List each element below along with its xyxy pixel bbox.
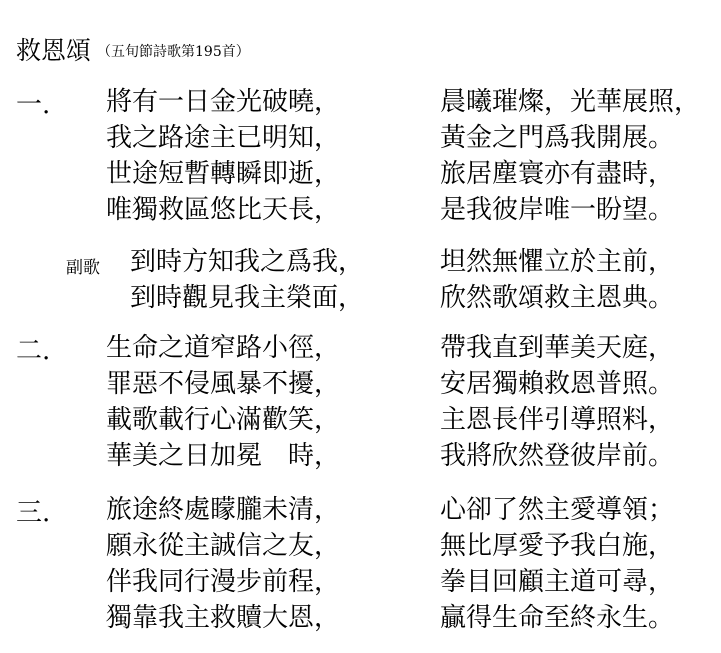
verse-1-line-1-left: 將有一日金光破曉， <box>106 87 341 117</box>
verse-2-line-1-left: 生命之道窄路小徑， <box>106 333 341 363</box>
chorus-line-2-right: 欣然歌頌救主恩典。 <box>440 283 675 313</box>
title-text: 救恩頌 <box>16 36 92 65</box>
verse-2-line-2-right: 安居獨賴救恩普照。 <box>440 369 675 399</box>
verse-2-line-4-left: 華美之日加冕 時， <box>106 441 341 471</box>
verse-2-line-1-right: 帶我直到華美天庭， <box>440 333 675 363</box>
verse-1-line-4-right: 是我彼岸唯一盼望。 <box>440 195 675 225</box>
verse-3-line-1-right: 心卻了然主愛導領； <box>440 495 675 525</box>
verse-1-line-1-right: 晨曦璀燦，光華展照， <box>440 87 701 117</box>
verse-3-line-3-right: 拳目回顧主道可尋， <box>440 567 675 597</box>
verse-3-line-4-left: 獨靠我主救贖大恩， <box>106 603 341 633</box>
verse-number-1: 一. <box>16 90 51 120</box>
verse-3-line-3-left: 伴我同行漫步前程， <box>106 567 341 597</box>
verse-2-line-3-left: 載歌載行心滿歡笑， <box>106 405 341 435</box>
verse-number-2: 二. <box>16 336 51 366</box>
chorus-label: 副歌 <box>66 258 100 278</box>
hymn-title <box>16 34 250 69</box>
verse-1-line-2-left: 我之路途主已明知， <box>106 123 341 153</box>
verse-1-line-2-right: 黃金之門爲我開展。 <box>440 123 675 153</box>
verse-1-line-4-left: 唯獨救區悠比天長， <box>106 195 341 225</box>
verse-number-3: 三. <box>16 498 51 528</box>
verse-1-line-3-right: 旅居塵寰亦有盡時， <box>440 159 675 189</box>
verse-2-line-2-left: 罪惡不侵風暴不擾， <box>106 369 341 399</box>
verse-3-line-4-right: 贏得生命至終永生。 <box>440 603 675 633</box>
chorus-line-1-right: 坦然無懼立於主前， <box>440 247 675 277</box>
verse-3-line-2-right: 無比厚愛予我白施， <box>440 531 675 561</box>
title-note: （五旬節詩歌第195首） <box>97 44 250 60</box>
verse-1-line-3-left: 世途短暫轉瞬即逝， <box>106 159 341 189</box>
chorus-line-2-left: 到時觀見我主榮面， <box>130 283 365 313</box>
verse-3-line-2-left: 願永從主誠信之友， <box>106 531 341 561</box>
verse-2-line-4-right: 我將欣然登彼岸前。 <box>440 441 675 471</box>
chorus-line-1-left: 到時方知我之爲我， <box>130 247 365 277</box>
verse-3-line-1-left: 旅途終處矇朧未清， <box>106 495 341 525</box>
verse-2-line-3-right: 主恩長伴引導照料， <box>440 405 675 435</box>
